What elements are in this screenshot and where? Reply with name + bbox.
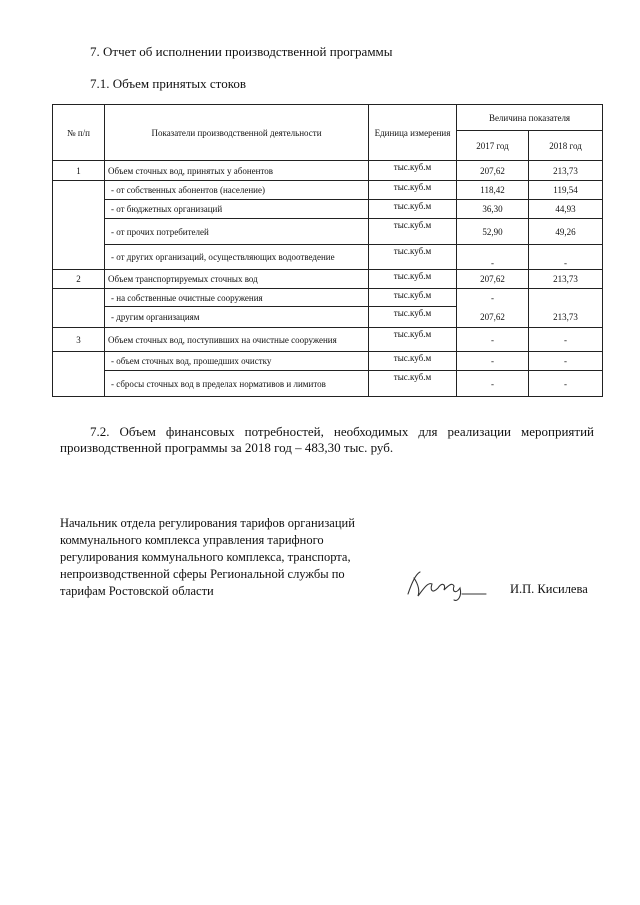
signatory-line: коммунального комплекса управления тарифного bbox=[60, 533, 324, 547]
row-value-2017: 118,42 bbox=[457, 181, 529, 200]
table-row bbox=[53, 307, 603, 328]
signatory-name: И.П. Кисилева bbox=[510, 582, 588, 596]
table-row bbox=[53, 181, 603, 200]
row-unit: тыс.куб.м bbox=[369, 161, 457, 181]
row-label: - сбросы сточных вод в пределах нормативов и лимитов bbox=[105, 371, 369, 397]
row-value-2018: 49,26 bbox=[529, 219, 603, 245]
row-unit: тыс.куб.м bbox=[369, 289, 457, 307]
row-value-2017: 52,90 bbox=[457, 219, 529, 245]
row-unit: тыс.куб.м bbox=[369, 328, 457, 352]
header-unit: Единица измерения bbox=[369, 105, 457, 161]
row-value-2017: 207,62 bbox=[457, 307, 529, 328]
table-row bbox=[53, 245, 603, 270]
handwritten-signature bbox=[402, 564, 492, 604]
row-label: - от других организаций, осуществляющих водоотведение bbox=[105, 245, 369, 270]
table-row bbox=[53, 289, 603, 307]
header-num: № п/п bbox=[53, 105, 105, 161]
signatory-line: непроизводственной сферы Региональной службы по bbox=[60, 567, 345, 581]
row-unit: тыс.куб.м bbox=[369, 181, 457, 200]
row-label: - от бюджетных организаций bbox=[105, 200, 369, 219]
row-label: Объем сточных вод, поступивших на очистные сооружения bbox=[105, 328, 369, 352]
row-value-2018: 213,73 bbox=[529, 270, 603, 289]
row-value-2017: 207,62 bbox=[457, 270, 529, 289]
row-value-2018 bbox=[529, 289, 603, 307]
row-label: Объем сточных вод, принятых у абонентов bbox=[105, 161, 369, 181]
row-value-2017: 36,30 bbox=[457, 200, 529, 219]
row-value-2018: 119,54 bbox=[529, 181, 603, 200]
signatory-line: Начальник отдела регулирования тарифов организаций bbox=[60, 516, 355, 530]
row-value-2018: 44,93 bbox=[529, 200, 603, 219]
row-unit: тыс.куб.м bbox=[369, 245, 457, 270]
signatory-line: тарифам Ростовской области bbox=[60, 584, 214, 598]
header-indicator: Показатели производственной деятельности bbox=[105, 105, 369, 161]
row-unit: тыс.куб.м bbox=[369, 219, 457, 245]
row-value-2017: 207,62 bbox=[457, 161, 529, 181]
row-value-2018: - bbox=[529, 352, 603, 371]
row-unit: тыс.куб.м bbox=[369, 371, 457, 397]
row-unit: тыс.куб.м bbox=[369, 352, 457, 371]
row-num-empty bbox=[53, 289, 105, 328]
subsection-heading: 7.1. Объем принятых стоков bbox=[90, 76, 246, 91]
table-row bbox=[53, 200, 603, 219]
row-value-2018: - bbox=[529, 328, 603, 352]
header-year-2018: 2018 год bbox=[529, 131, 603, 161]
table-row bbox=[53, 161, 603, 181]
row-label: - на собственные очистные сооружения bbox=[105, 289, 369, 307]
financial-needs-paragraph: 7.2. Объем финансовых потребностей, необходимых для реализации мероприятий производственной программы за 2018 год – 483,30 тыс. руб. bbox=[60, 424, 594, 455]
row-value-2018: - bbox=[529, 245, 603, 270]
row-num: 2 bbox=[53, 270, 105, 289]
row-value-2017: - bbox=[457, 371, 529, 397]
row-label: - другим организациям bbox=[105, 307, 369, 328]
sewage-volume-table bbox=[52, 104, 603, 397]
row-label: - от собственных абонентов (население) bbox=[105, 181, 369, 200]
row-value-2017: - bbox=[457, 245, 529, 270]
row-value-2017: - bbox=[457, 352, 529, 371]
section-heading: 7. Отчет об исполнении производственной программы bbox=[90, 44, 393, 59]
row-value-2017: - bbox=[457, 289, 529, 307]
table-row bbox=[53, 270, 603, 289]
row-value-2018: 213,73 bbox=[529, 307, 603, 328]
row-num-empty bbox=[53, 352, 105, 397]
row-label: - объем сточных вод, прошедших очистку bbox=[105, 352, 369, 371]
signatory-position bbox=[60, 515, 380, 600]
row-value-2018: 213,73 bbox=[529, 161, 603, 181]
row-unit: тыс.куб.м bbox=[369, 307, 457, 328]
row-value-2018: - bbox=[529, 371, 603, 397]
row-label: - от прочих потребителей bbox=[105, 219, 369, 245]
table-row bbox=[53, 371, 603, 397]
row-num: 3 bbox=[53, 328, 105, 352]
table-row bbox=[53, 352, 603, 371]
table-row bbox=[53, 328, 603, 352]
signatory-line: регулирования коммунального комплекса, транспорта, bbox=[60, 550, 351, 564]
header-value: Величина показателя bbox=[457, 105, 603, 131]
row-value-2017: - bbox=[457, 328, 529, 352]
row-unit: тыс.куб.м bbox=[369, 270, 457, 289]
header-year-2017: 2017 год bbox=[457, 131, 529, 161]
row-label: Объем транспортируемых сточных вод bbox=[105, 270, 369, 289]
table-row bbox=[53, 219, 603, 245]
row-unit: тыс.куб.м bbox=[369, 200, 457, 219]
row-num-empty bbox=[53, 181, 105, 270]
row-num: 1 bbox=[53, 161, 105, 181]
